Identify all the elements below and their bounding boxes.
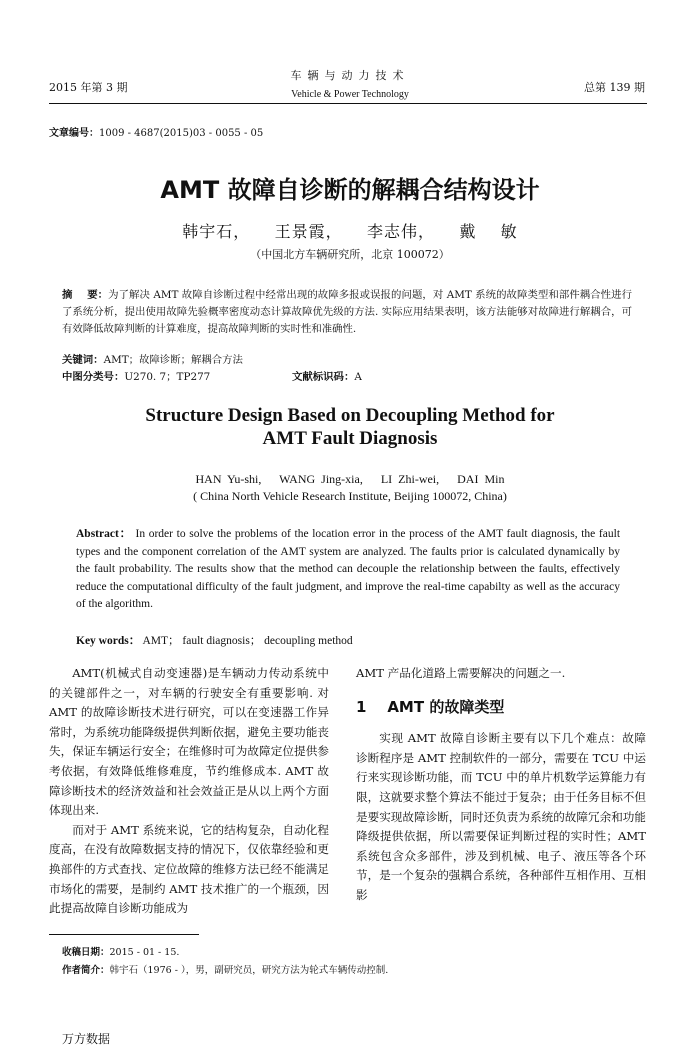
- title-en-line1: Structure Design Based on Decoupling Method for: [145, 405, 555, 426]
- abstract-cn: [62, 287, 632, 338]
- title-cn: AMT 故障自诊断的解耦合结构设计: [160, 176, 540, 204]
- journal-title-cn: 车辆与动力技术: [290, 69, 410, 82]
- author-bio: 韩宇石（1976 - ），男，副研究员，研究方法为轮式车辆传动控制.: [109, 965, 389, 976]
- article-number-value: 1009 - 4687(2015)03 - 0055 - 05: [99, 128, 264, 139]
- abstract-cn-text: 为了解决 AMT 故障自诊断过程中经常出现的故障多报或误报的问题，对 AMT 系统的故障类型和部件耦合性进行了系统分析，提出使用故障先验概率密度动态计算故障优先级的方法. 实际应用结果表明，该方法能够对故障进行解耦合，可有效降低故障判断的计算难度，提高故障判断的实时性和准确性.: [62, 289, 632, 335]
- document-code-label: 文献标识码：: [292, 371, 355, 383]
- document-code-value: A: [354, 371, 362, 383]
- body-paragraph: 实现 AMT 故障自诊断主要有以下几个难点：故障诊断程序是 AMT 控制软件的一部分，需要在 TCU 中运行来实现诊断功能，而 TCU 中的单片机数学运算能力有限，这就要求整个算法不能过于复杂；由于任务目标不但是要实现故障诊断，同时还负责为系统的故障冗余和功能降级提供依据，所以需要保证判断过程的实时性；AMT 系统包含众多部件，涉及到机械、电子、液压等各个环节，是一个复杂的强耦合系统，各种部件互相作用、互相影: [356, 731, 646, 902]
- total-issue: 总第 139 期: [584, 81, 645, 94]
- authors-cn: 韩宇石， 王景霞， 李志伟， 戴 敏: [182, 222, 518, 241]
- header-rule: [49, 103, 647, 104]
- received-label: 收稿日期：: [62, 947, 110, 958]
- abstract-en: [76, 526, 620, 614]
- keywords-en: [76, 632, 353, 648]
- journal-title-en: Vehicle & Power Technology: [291, 89, 409, 100]
- watermark: 万方数据: [62, 1032, 111, 1046]
- body-left-column: [49, 664, 329, 919]
- keywords-en-text: AMT； fault diagnosis； decoupling method: [142, 635, 353, 647]
- received-date: 2015 - 01 - 15.: [109, 947, 180, 958]
- title-en-line2: AMT Fault Diagnosis: [262, 428, 438, 449]
- body-paragraph: AMT(机械式自动变速器)是车辆动力传动系统中的关键部件之一，对车辆的行驶安全有重要影响. 对 AMT 的故障诊断技术进行研究，可以在变速器工作异常时，为系统功能降级提供判断依据，避免主要功能丧失，保证车辆运行安全；在维修时可为故障定位提供参考依据，有效降低维修难度，节约维修成本. AMT 故障诊断技术的经济效益和社会效益正是从以上两个方面体现出来.: [49, 666, 329, 818]
- body-paragraph: 而对于 AMT 系统来说，它的结构复杂，自动化程度高，在没有故障数据支持的情况下，仅依靠经验和更换部件的方式查找、定位故障的维修方法已经不能满足市场化的需要，是制约 AMT 技术推广的一个瓶颈，因此提高故障自诊断功能成为: [49, 822, 329, 916]
- body-paragraph: AMT 产品化道路上需要解决的问题之一.: [356, 666, 566, 680]
- affiliation-cn: （中国北方车辆研究所，北京 100072）: [250, 248, 450, 261]
- keywords-cn-text: AMT；故障诊断；解耦合方法: [103, 354, 243, 366]
- abstract-en-text: In order to solve the problems of the location error in the process of the AMT fault diagnosis, the fault types and the component correlation of the AMT system are analyzed. The faults prior is calculated dynamically by the fault probability. The results show that the method can decouple the relationship between the faults, effectively reduce the computational difficulty of the fault judgment, and improve the real-time capabilty as well as the accuracy of the algorithm.: [76, 528, 621, 610]
- footnote-received: [62, 944, 179, 958]
- title-en: [0, 404, 700, 450]
- section-heading: 1 AMT 的故障类型: [356, 697, 505, 716]
- author-bio-label: 作者简介：: [62, 965, 110, 976]
- body-right-column: [356, 664, 646, 906]
- abstract-en-label: Abstract：: [76, 528, 132, 540]
- affiliation-en: ( China North Vehicle Research Institute, Beijing 100072, China): [193, 489, 507, 503]
- document-code: [292, 368, 362, 383]
- article-number: [49, 124, 263, 139]
- classification-label: 中图分类号：: [62, 371, 125, 383]
- authors-en: HAN Yu-shi, WANG Jing-xia, LI Zhi-wei, DAI Min: [195, 472, 505, 486]
- classification-text: U270. 7；TP277: [124, 371, 211, 383]
- classification-number: [62, 368, 210, 383]
- keywords-cn-label: 关键词：: [62, 354, 104, 366]
- keywords-en-label: Key words：: [76, 635, 141, 647]
- abstract-cn-label: 摘 要：: [62, 289, 109, 301]
- issue-number: 2015 年第 3 期: [49, 81, 128, 94]
- footnote-author: [62, 962, 388, 976]
- keywords-cn: [62, 351, 243, 366]
- footnote-rule: [49, 934, 199, 935]
- article-number-label: 文章编号：: [49, 128, 99, 139]
